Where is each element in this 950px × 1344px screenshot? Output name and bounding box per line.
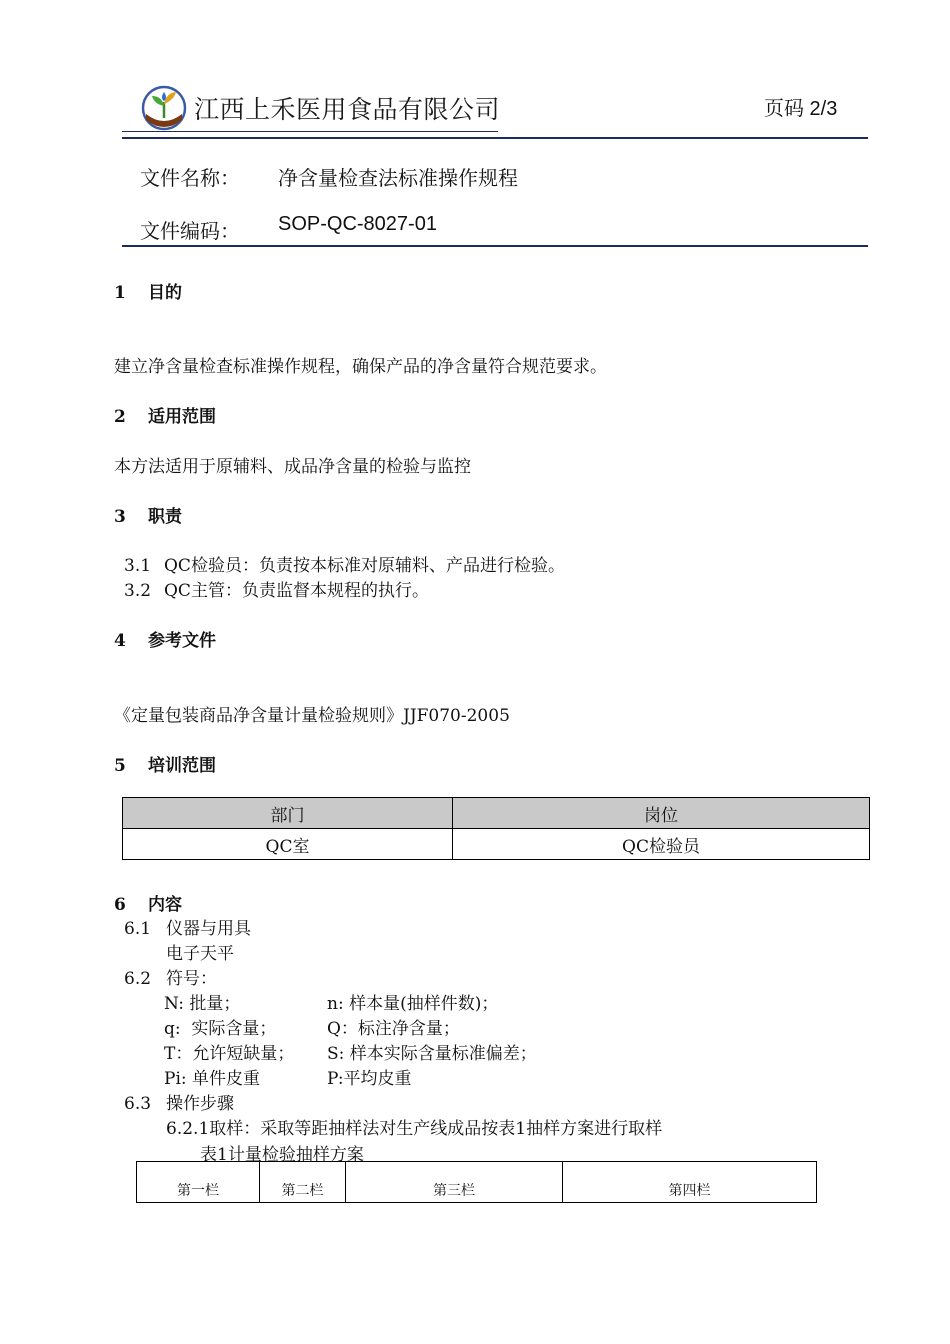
instrument-item: 电子天平 (166, 944, 234, 964)
item-text: QC检验员：负责按本标准对原辅料、产品进行检验。 (164, 556, 565, 576)
table-header-cell: 第四栏 (563, 1162, 817, 1203)
section-number: 4 (114, 631, 126, 651)
list-item (124, 551, 565, 576)
file-name-value: 净含量检查法标准操作规程 (278, 168, 518, 190)
company-logo (140, 84, 188, 132)
table-caption: 表1计量检验抽样方案 (200, 1145, 364, 1165)
section-heading (114, 751, 216, 776)
section-heading (114, 278, 182, 303)
table-header-cell: 岗位 (453, 798, 870, 829)
section-title: 参考文件 (148, 631, 216, 651)
table-header-cell: 部门 (123, 798, 453, 829)
section-title: 职责 (148, 507, 182, 527)
file-code-value: SOP-QC-8027-01 (278, 213, 437, 235)
file-name-label: 文件名称： (140, 168, 240, 190)
subsection-title: 仪器与用具 (166, 919, 251, 939)
item-text: QC主管：负责监督本规程的执行。 (164, 581, 429, 601)
training-table (122, 797, 870, 860)
table-cell: QC检验员 (453, 829, 870, 860)
procedure-step: 6.2.1取样：采取等距抽样法对生产线成品按表1抽样方案进行取样 (166, 1119, 663, 1139)
section-number: 1 (114, 283, 126, 303)
meta-divider (122, 245, 868, 247)
symbol-definition: T：允许短缺量； (164, 1044, 295, 1064)
subsection-title: 操作步骤 (166, 1094, 234, 1114)
section-number: 6 (114, 895, 126, 915)
table-header-row (137, 1162, 817, 1203)
section-title: 内容 (148, 895, 182, 915)
header-divider-thin (122, 131, 498, 132)
subsection-heading (124, 964, 217, 989)
section-heading (114, 502, 182, 527)
table-header-cell: 第二栏 (260, 1162, 346, 1203)
page-number: 页码 2/3 (764, 98, 838, 120)
subsection-heading (124, 914, 251, 939)
symbol-definition: q: 实际含量； (164, 1019, 277, 1039)
sampling-plan-table (136, 1161, 817, 1203)
list-item (124, 576, 429, 601)
symbol-definition: S: 样本实际含量标准偏差； (327, 1044, 537, 1064)
item-number: 3.2 (124, 581, 152, 601)
section-body: 本方法适用于原辅料、成品净含量的检验与监控 (114, 457, 471, 477)
symbol-definition: N: 批量； (164, 994, 241, 1014)
section-title: 适用范围 (148, 407, 216, 427)
section-heading (114, 626, 216, 651)
subsection-heading (124, 1089, 234, 1114)
company-name: 江西上禾医用食品有限公司 (194, 96, 501, 124)
header-divider (122, 137, 868, 139)
subsection-number: 6.1 (124, 919, 152, 939)
subsection-number: 6.3 (124, 1094, 152, 1114)
section-number: 2 (114, 407, 126, 427)
section-body: 建立净含量检查标准操作规程，确保产品的净含量符合规范要求。 (114, 357, 607, 377)
section-heading (114, 402, 216, 427)
symbol-definition: Q：标注净含量； (327, 1019, 460, 1039)
section-number: 5 (114, 756, 126, 776)
subsection-title: 符号： (166, 969, 217, 989)
symbol-definition: P:平均皮重 (327, 1069, 412, 1089)
reference-document: 《定量包装商品净含量计量检验规则》JJF070-2005 (114, 706, 510, 726)
file-code-label: 文件编码： (140, 221, 240, 243)
table-header-cell: 第一栏 (137, 1162, 260, 1203)
symbol-definition: n: 样本量(抽样件数)； (327, 994, 499, 1014)
item-number: 3.1 (124, 556, 152, 576)
symbol-definition: Pi: 单件皮重 (164, 1069, 261, 1089)
section-title: 目的 (148, 283, 182, 303)
table-row (123, 829, 870, 860)
table-header-cell: 第三栏 (346, 1162, 563, 1203)
section-title: 培训范围 (148, 756, 216, 776)
table-cell: QC室 (123, 829, 453, 860)
section-heading (114, 890, 182, 915)
subsection-number: 6.2 (124, 969, 152, 989)
section-number: 3 (114, 507, 126, 527)
table-header-row (123, 798, 870, 829)
